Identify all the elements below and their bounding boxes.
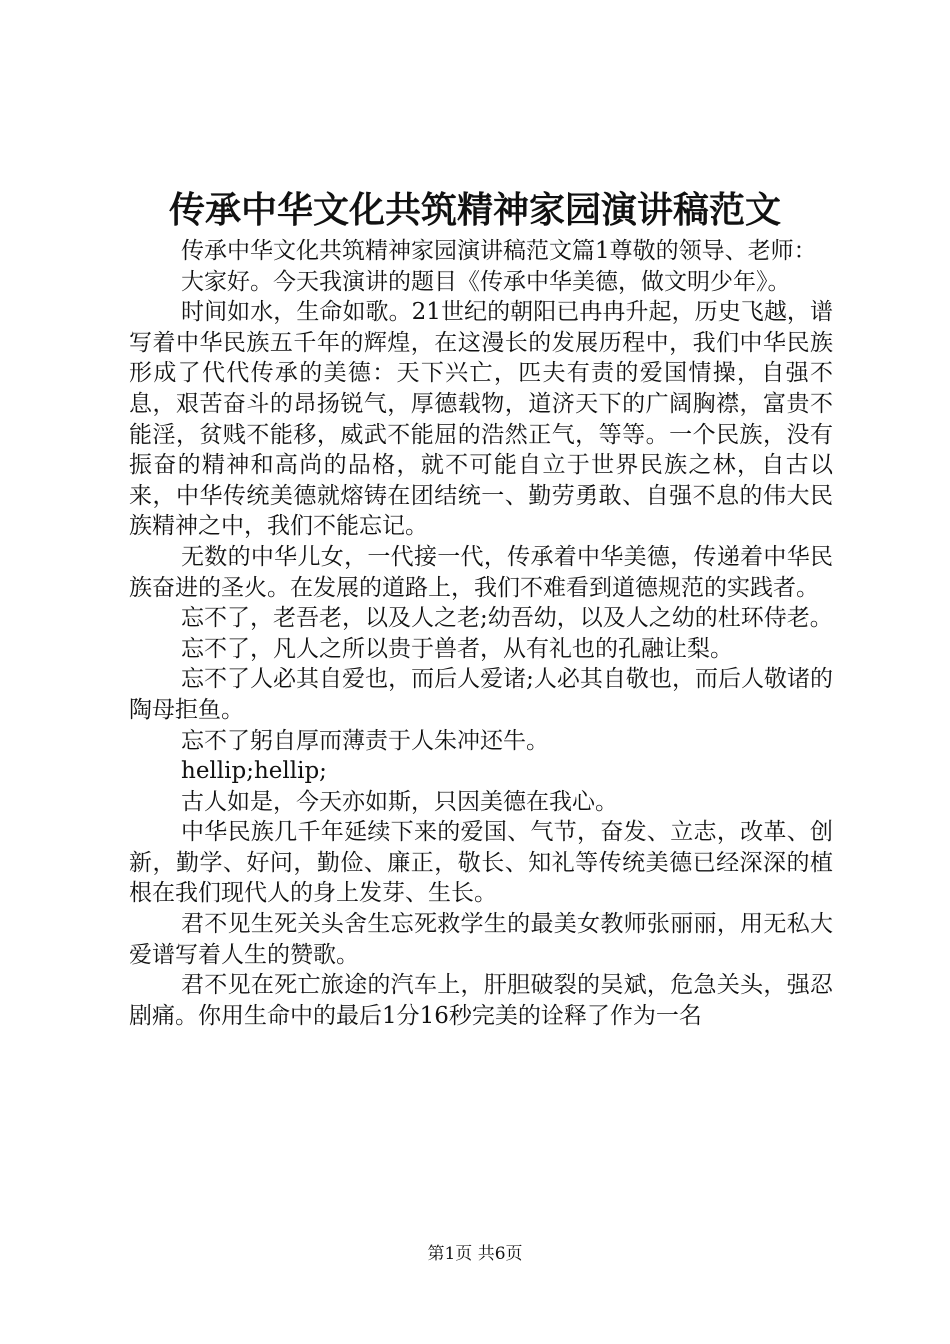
paragraph: 时间如水，生命如歌。21世纪的朝阳已冉冉升起，历史飞越，谱写着中华民族五千年的辉煌，在这漫长的发展历程中，我们中华民族形成了代代传承的美德：天下兴亡，匹夫有责的爱国情操，自强不息，艰苦奋斗的昂扬锐气，厚德载物，道济天下的广阔胸襟，富贵不能淫，贫贱不能移，威武不能屈的浩然正气，等等。一个民族，没有振奋的精神和高尚的品格，就不可能自立于世界民族之林，自古以来，中华传统美德就熔铸在团结统一、勤劳勇敢、自强不息的伟大民族精神之中，我们不能忘记。	[129, 299, 833, 540]
paragraph: 忘不了，老吾老，以及人之老;幼吾幼，以及人之幼的杜环侍老。	[181, 605, 833, 632]
paragraph: 君不见生死关头舍生忘死救学生的最美女教师张丽丽，用无私大爱谱写着人生的赞歌。	[129, 911, 833, 968]
paragraph: 大家好。今天我演讲的题目《传承中华美德，做文明少年》。	[181, 268, 791, 295]
paragraph: 无数的中华儿女，一代接一代，传承着中华美德，传递着中华民族奋进的圣火。在发展的道路上，我们不难看到道德规范的实践者。	[129, 543, 833, 601]
paragraph: 古人如是，今天亦如斯，只因美德在我心。	[181, 788, 618, 815]
paragraph: 忘不了人必其自爱也，而后人爱诸;人必其自敬也，而后人敬诸的陶母拒鱼。	[129, 666, 833, 723]
document-body	[129, 236, 833, 1031]
page-number-footer: 第1页 共6页	[427, 1244, 523, 1264]
paragraph: hellip;hellip;	[181, 758, 327, 785]
paragraph: 传承中华文化共筑精神家园演讲稿范文篇1尊敬的领导、老师：	[181, 238, 817, 264]
paragraph: 忘不了躬自厚而薄责于人朱冲还牛。	[181, 727, 549, 754]
document-title: 传承中华文化共筑精神家园演讲稿范文	[168, 189, 781, 231]
paragraph: 中华民族几千年延续下来的爱国、气节，奋发、立志，改革、创新，勤学、好问，勤俭、廉正，敬长、知礼等传统美德已经深深的植根在我们现代人的身上发芽、生长。	[129, 819, 833, 907]
paragraph: 忘不了，凡人之所以贵于兽者，从有礼也的孔融让梨。	[181, 635, 733, 662]
paragraph: 君不见在死亡旅途的汽车上，肝胆破裂的吴斌，危急关头，强忍剧痛。你用生命中的最后1分16秒完美的诠释了作为一名	[129, 972, 833, 1029]
